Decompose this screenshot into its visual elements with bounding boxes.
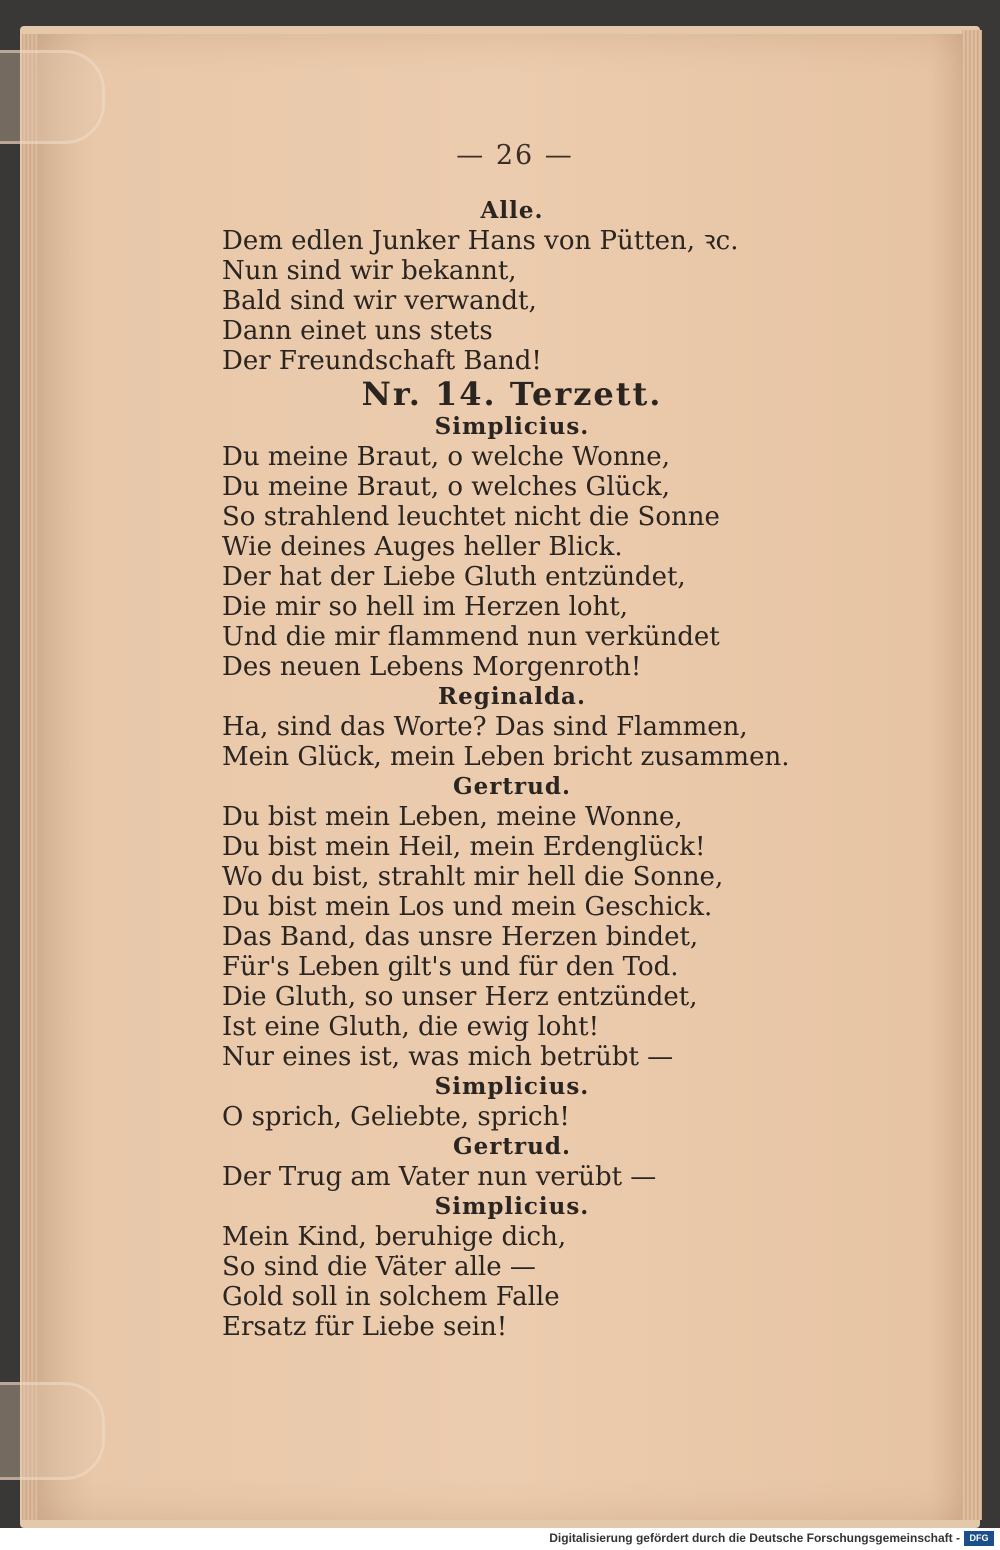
verse-line: Dann einet uns stets	[222, 316, 493, 346]
verse-line: Des neuen Lebens Morgenroth!	[222, 652, 642, 682]
speaker-name: Simplicius.	[434, 1073, 590, 1100]
footer-bar	[0, 1528, 1000, 1550]
verse-line: O sprich, Geliebte, sprich!	[222, 1102, 570, 1132]
page-edge-right	[962, 30, 982, 1520]
funding-note: Digitalisierung gefördert durch die Deutsche Forschungsgemeinschaft -	[549, 1531, 960, 1545]
verse-line: Ha, sind das Worte? Das sind Flammen,	[222, 712, 748, 742]
verse-line: Die Gluth, so unser Herz entzündet,	[222, 982, 698, 1012]
verse-line: Mein Glück, mein Leben bricht zusammen.	[222, 742, 790, 772]
verse-line: Mein Kind, beruhige dich,	[222, 1222, 567, 1252]
verse-line: So strahlend leuchtet nicht die Sonne	[222, 502, 720, 532]
libretto-text	[222, 196, 802, 1342]
verse-line: Bald sind wir verwandt,	[222, 286, 537, 316]
speaker-name: Reginalda.	[438, 683, 586, 710]
speaker-name: Simplicius.	[434, 1193, 590, 1220]
speaker-name: Gertrud.	[453, 773, 571, 800]
verse-line: Der hat der Liebe Gluth entzündet,	[222, 562, 686, 592]
verse-line: Wo du bist, strahlt mir hell die Sonne,	[222, 862, 724, 892]
verse-line: Du bist mein Leben, meine Wonne,	[222, 802, 683, 832]
speaker-name: Alle.	[480, 197, 544, 224]
verse-line: Du bist mein Heil, mein Erdenglück!	[222, 832, 706, 862]
verse-line: Für's Leben gilt's und für den Tod.	[222, 952, 679, 982]
binding-clip-bottom	[0, 1382, 105, 1480]
verse-line: Der Trug am Vater nun verübt —	[222, 1162, 657, 1192]
section-heading: Nr. 14. Terzett.	[361, 375, 663, 413]
verse-line: Gold soll in solchem Falle	[222, 1282, 560, 1312]
verse-line: Du meine Braut, o welche Wonne,	[222, 442, 670, 472]
verse-line: Ersatz für Liebe sein!	[222, 1312, 508, 1342]
verse-line: Nur eines ist, was mich betrübt —	[222, 1042, 674, 1072]
verse-line: Der Freundschaft Band!	[222, 346, 542, 376]
speaker-name: Simplicius.	[434, 413, 590, 440]
verse-line: Dem edlen Junker Hans von Pütten, ꝛc.	[222, 226, 739, 256]
verse-line: Die mir so hell im Herzen loht,	[222, 592, 629, 622]
dfg-logo: DFG	[964, 1531, 994, 1546]
verse-line: Das Band, das unsre Herzen bindet,	[222, 922, 699, 952]
page-number: — 26 —	[456, 140, 574, 171]
verse-line: Ist eine Gluth, die ewig loht!	[222, 1012, 600, 1042]
verse-line: Und die mir flammend nun verkündet	[222, 622, 720, 652]
verse-line: So sind die Väter alle —	[222, 1252, 536, 1282]
verse-line: Du meine Braut, o welches Glück,	[222, 472, 670, 502]
speaker-name: Gertrud.	[453, 1133, 571, 1160]
binding-clip-top	[0, 50, 105, 144]
verse-line: Du bist mein Los und mein Geschick.	[222, 892, 713, 922]
verse-line: Nun sind wir bekannt,	[222, 256, 517, 286]
verse-line: Wie deines Auges heller Blick.	[222, 532, 623, 562]
